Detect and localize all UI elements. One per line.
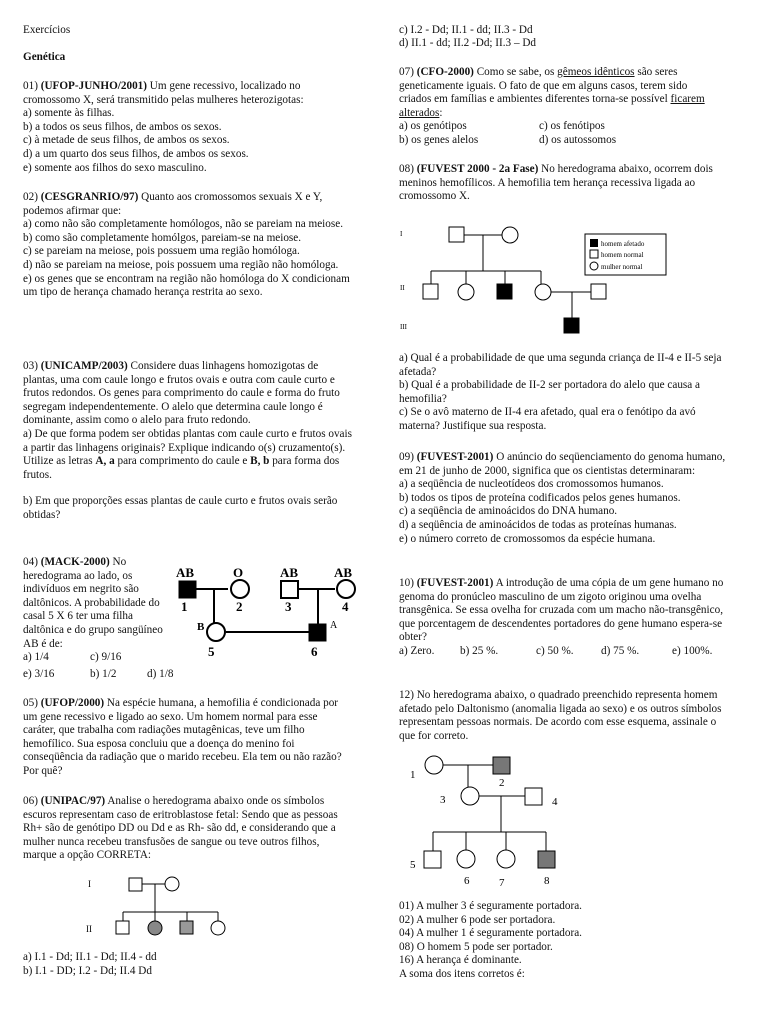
- female-2: [231, 580, 249, 598]
- option: a) os genótipos: [399, 120, 467, 133]
- blood-type-label: AB: [280, 565, 299, 580]
- option: b) como são completamente homólgos, pareiam-se na meiose.: [23, 231, 302, 244]
- option: c) 50 %.: [536, 644, 574, 657]
- question-stem: Analise o heredograma abaixo onde os símbolos escuros representam caso de eritroblastose fetal: Sendo que as pessoas Rh+ são de genótipo DD ou Dd e as Rh- são dd, e considerando que a mulher nunca recebeu transfusões de sangue ou teve outros filhos, marque a opção CORRETA:: [23, 795, 338, 862]
- question-source: (UNICAMP/2003): [40, 360, 128, 372]
- question-number: 03): [23, 360, 41, 372]
- question-number: 05): [23, 697, 41, 709]
- individual-number: 5: [208, 644, 215, 659]
- affected-male-II3: [497, 284, 512, 299]
- statement: A soma dos itens corretos é:: [399, 967, 525, 980]
- question-number: 08): [399, 163, 417, 175]
- individual-number: 3: [440, 794, 446, 806]
- option: e) os genes que se encontram na região não homóloga do X condicionam um tipo de herança chamado herança restrita ao sexo.: [23, 272, 350, 299]
- female-1: [425, 756, 443, 774]
- sub-question: a) Qual é a probabilidade de que uma segunda criança de II-4 e II-5 seja afetada?: [399, 352, 722, 378]
- male-4: [525, 788, 542, 805]
- option: d) 1/8: [147, 668, 174, 680]
- question-number: 10): [399, 577, 417, 589]
- section-heading: Genética: [23, 51, 66, 63]
- question-12: [399, 689, 729, 743]
- option: a) 1/4: [23, 651, 49, 664]
- question-stem: Um gene recessivo, localizado no cromossomo X, será transmitido pelas mulheres heterozigotas:: [23, 80, 304, 106]
- question-stem: A introdução de uma cópia de um gene humano no genoma do pronúcleo masculino de um zigoto originou uma ovelha transgênica. Se essa ovelha for cruzada com um macho não-transgênico, que porcentagem de descendentes portadores do gene humano espera-se obter?: [399, 577, 724, 644]
- option: c) 9/16: [90, 651, 122, 664]
- affected-male-1: [179, 581, 196, 598]
- question-5: [23, 697, 353, 779]
- part-a-text: a) De que forma podem ser obtidas plantas com caule curto e frutos ovais a partir das linhagens originais? Explique indicando o(s) cruzamento(s). Utilize as letras: [23, 427, 352, 468]
- blood-type-label: AB: [334, 565, 353, 580]
- male-II1: [116, 921, 129, 934]
- question-3: [23, 360, 353, 523]
- statement: 02) A mulher 6 pode ser portadora.: [399, 913, 556, 926]
- question-10: [399, 577, 729, 659]
- option: e) o número correto de cromossomos da espécie humana.: [399, 532, 656, 545]
- individual-number: 2: [236, 599, 243, 614]
- pedigree-q4: [170, 562, 370, 662]
- option: a) Zero.: [399, 644, 435, 657]
- male-II5: [591, 284, 606, 299]
- female-II4: [211, 921, 225, 935]
- question-6: [23, 795, 353, 863]
- individual-number: 6: [311, 644, 318, 659]
- question-stem: No heredograma ao lado, os indivíduos em negrito são daltônicos. A probabilidade do casal 5 X 6 ter uma filha daltônica e do grupo sangüíneo AB é de:: [23, 556, 163, 650]
- legend-label: homem afetado: [601, 240, 645, 248]
- option-row: [23, 668, 173, 682]
- question-source: (CFO-2000): [416, 66, 474, 78]
- option: a) I.1 - Dd; II.1 - Dd; II.4 - dd: [23, 951, 157, 963]
- question-number: 06): [23, 795, 41, 807]
- legend-label: mulher normal: [601, 263, 643, 271]
- legend-label: homem normal: [601, 251, 644, 259]
- female-3: [461, 787, 479, 805]
- option: d) 75 %.: [601, 644, 640, 657]
- question-stem: Quanto aos cromossomos sexuais X e Y, podemos afirmar que:: [23, 191, 323, 217]
- question-number: 02): [23, 191, 41, 203]
- option: d) a seqüência de aminoácidos de todas as proteínas humanas.: [399, 518, 677, 531]
- generation-label: I: [88, 879, 91, 889]
- question-8: [399, 163, 724, 204]
- male-I1: [129, 878, 142, 891]
- generation-label: III: [400, 323, 407, 331]
- female-II2: [458, 284, 474, 300]
- option: d) os autossomos: [539, 133, 617, 146]
- question-source: (FUVEST-2001): [416, 577, 494, 589]
- option: c) I.2 - Dd; II.1 - dd; II.3 - Dd: [399, 24, 533, 36]
- individual-number: 1: [410, 769, 416, 781]
- female-II4: [535, 284, 551, 300]
- individual-number: 4: [342, 599, 349, 614]
- sub-question: c) Se o avô materno de II-4 era afetado, qual era o fenótipo da avó materna? Justifique sua resposta.: [399, 406, 696, 432]
- pedigree-legend: [585, 234, 666, 275]
- option: e) 3/16: [23, 668, 55, 680]
- question-stem: No heredograma abaixo, ocorrem dois meninos hemofílicos. A hemofilia tem herança recessiva ligada ao cromossomo X.: [399, 163, 713, 203]
- question-number: 09): [399, 451, 417, 463]
- question-2: [23, 191, 353, 300]
- option: b) todos os tipos de proteína codificados pelos genes humanos.: [399, 491, 681, 504]
- question-stem: :: [439, 106, 443, 119]
- blood-type-label: B: [197, 621, 205, 633]
- option: d) II.1 - dd; II.2 -Dd; II.3 – Dd: [399, 37, 537, 49]
- statement: 04) A mulher 1 é seguramente portadora.: [399, 927, 582, 940]
- generation-label: II: [400, 284, 405, 292]
- statement: 08) O homem 5 pode ser portador.: [399, 940, 553, 953]
- individual-number: 2: [499, 777, 505, 789]
- option: c) a seqüência de aminoácidos do DNA humano.: [399, 505, 618, 518]
- individual-number: 6: [464, 875, 470, 887]
- pedigree-q12: [400, 755, 580, 890]
- question-1: [23, 80, 353, 175]
- option: b) os genes alelos: [399, 133, 479, 146]
- affected-female-II2: [148, 921, 162, 935]
- bold-letters: A, a: [95, 455, 115, 468]
- page-title: Exercícios: [23, 24, 71, 36]
- sub-question: b) Qual é a probabilidade de II-2 ser portadora do alelo que causa a hemofilia?: [399, 379, 700, 405]
- option: d) não se pareiam na meiose, pois possuem uma região não homóloga.: [23, 258, 339, 271]
- question-8-parts: [399, 352, 739, 434]
- female-6: [457, 850, 475, 868]
- female-I2: [165, 877, 179, 891]
- question-4: [23, 556, 163, 665]
- question-source: (CESGRANRIO/97): [40, 191, 139, 203]
- blood-type-label: A: [330, 620, 338, 631]
- underlined-term: gêmeos idênticos: [557, 66, 635, 78]
- question-stem: Considere duas linhagens homozigotas de plantas, uma com caule longo e frutos ovais e outra com caule curto e frutos redondos. Os genes para comprimento do caule e forma do fruto segregam independentemente. O alelo que determina caule longo é dominante, assim como o alelo para fruto redondo.: [23, 360, 340, 427]
- question-stem: O anúncio do seqüenciamento do genoma humano, em 21 de junho de 2000, significa que os cientistas determinaram:: [399, 451, 726, 477]
- affected-male-2: [493, 757, 510, 774]
- part-a-text: para comprimento do caule e: [114, 455, 251, 468]
- option: b) a todos os seus filhos, de ambos os sexos.: [23, 120, 222, 133]
- option: e) 100%.: [672, 644, 713, 657]
- female-4: [337, 580, 355, 598]
- option: e) somente aos filhos do sexo masculino.: [23, 161, 207, 174]
- option: b) 1/2: [90, 668, 117, 680]
- female-7: [497, 850, 515, 868]
- option: a) a seqüência de nucleotídeos dos cromossomos humanos.: [399, 478, 664, 491]
- statement: 01) A mulher 3 é seguramente portadora.: [399, 900, 582, 912]
- affected-male-6: [309, 624, 326, 641]
- question-source: (FUVEST 2000 - 2a Fase): [416, 163, 539, 175]
- question-source: (UNIPAC/97): [40, 795, 106, 807]
- question-stem: 12) No heredograma abaixo, o quadrado preenchido representa homem afetado pelo Daltonismo (anomalia ligada ao sexo) e os outros símbolos representam pessoas normais. De acordo com esse esquema, assinale o que for correto.: [399, 689, 722, 742]
- pedigree-q6: [80, 870, 260, 940]
- individual-number: 1: [181, 599, 188, 614]
- individual-number: 7: [499, 877, 505, 889]
- affected-male-II3: [180, 921, 193, 934]
- individual-number: 4: [552, 796, 558, 808]
- question-7: [399, 66, 709, 148]
- question-number: 04): [23, 556, 41, 568]
- question-source: (FUVEST-2001): [416, 451, 494, 463]
- affected-male-III1: [564, 318, 579, 333]
- option: b) I.1 - DD; I.2 - Dd; II.4 Dd: [23, 965, 152, 977]
- option: a) como não são completamente homólogos, não se pareiam na meiose.: [23, 218, 343, 231]
- question-stem: são seres geneticamente iguais. O fato de que em alguns casos, terem sido criados em famílias e ambientes diferentes torna-se possível: [399, 66, 688, 106]
- part-a-text: para forma dos frutos.: [23, 455, 340, 481]
- question-stem: Na espécie humana, a hemofilia é condicionada por um gene recessivo e ligado ao sexo. Um homem normal para esse caráter, que trabalha com radiações mutagênicas, teve um filho hemofílico. Sua esposa concluiu que a doença do menino foi conseqüência da radiação que o marido recebeu. Ela tem ou não razão? Por quê?: [23, 697, 342, 777]
- female-I2: [502, 227, 518, 243]
- option: c) os fenótipos: [539, 120, 605, 133]
- individual-number: 3: [285, 599, 292, 614]
- option: c) à metade de seus filhos, de ambos os sexos.: [23, 134, 230, 147]
- female-5: [207, 623, 225, 641]
- part-b: b) Em que proporções essas plantas de caule curto e frutos ovais serão obtidas?: [23, 495, 338, 521]
- blood-type-label: O: [233, 565, 244, 580]
- male-5: [424, 851, 441, 868]
- male-I1: [449, 227, 464, 242]
- option: c) se pareiam na meiose, pois possuem uma região homóloga.: [23, 245, 300, 258]
- question-source: (UFOP/2000): [40, 697, 105, 709]
- generation-label: II: [86, 924, 92, 934]
- option: a) somente às filhas.: [23, 107, 115, 120]
- underlined-term: ficarem alterados: [399, 93, 705, 119]
- question-9: [399, 451, 729, 546]
- affected-male-8: [538, 851, 555, 868]
- option: b) 25 %.: [460, 644, 499, 657]
- male-II1: [423, 284, 438, 299]
- question-source: (MACK-2000): [40, 556, 110, 568]
- blood-type-label: AB: [176, 565, 195, 580]
- question-12-items: [399, 900, 729, 982]
- question-number: 07): [399, 66, 417, 78]
- question-stem: Como se sabe, os: [473, 66, 558, 78]
- statement: 16) A herança é dominante.: [399, 954, 522, 967]
- question-source: (UFOP-JUNHO/2001): [40, 80, 147, 92]
- individual-number: 8: [544, 875, 550, 887]
- bold-letters: B, b: [250, 455, 270, 468]
- question-number: 01): [23, 80, 41, 92]
- individual-number: 5: [410, 859, 416, 871]
- male-3: [281, 581, 298, 598]
- pedigree-q8: [398, 218, 678, 340]
- option: d) a um quarto dos seus filhos, de ambos os sexos.: [23, 147, 249, 160]
- generation-label: I: [400, 230, 403, 238]
